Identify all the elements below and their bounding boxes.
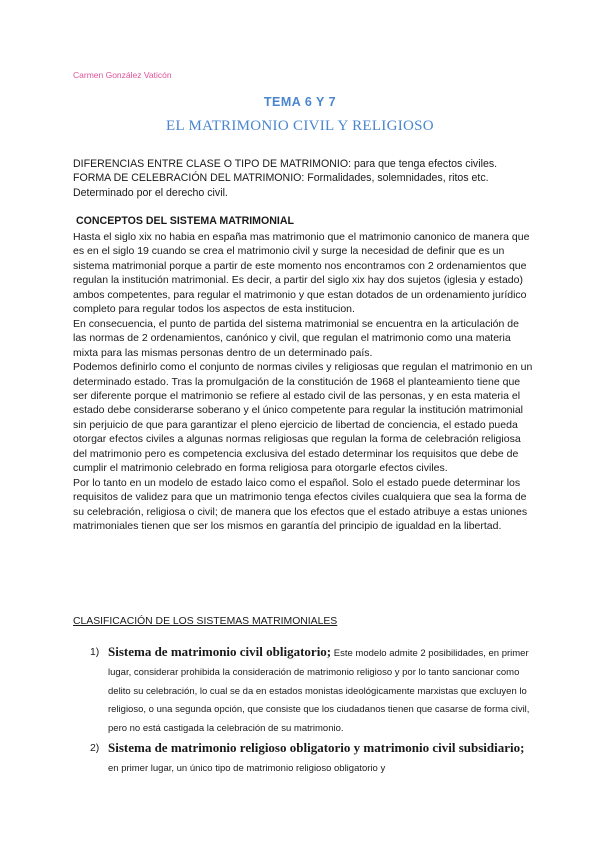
paragraph: En consecuencia, el punto de partida del sistema matrimonial se encuentra en la articulación de las normas de 2 ordenamientos, canónico y civil, que regulan el matrimonio como una materia mixta para las mismas personas dentro de un determinado país. bbox=[73, 317, 519, 359]
list-item bbox=[90, 643, 530, 737]
section-body-conceptos bbox=[73, 230, 533, 534]
topic-title: TEMA 6 Y 7 bbox=[263, 95, 337, 109]
section-heading-clasificacion: CLASIFICACIÓN DE LOS SISTEMAS MATRIMONIALES bbox=[73, 616, 338, 627]
classification-list bbox=[90, 643, 530, 777]
intro-block bbox=[73, 157, 533, 200]
list-number: 1) bbox=[90, 647, 100, 658]
list-item-text: Este modelo admite 2 posibilidades, en primer lugar, considerar prohibida la consideración de matrimonio religioso y por lo tanto sancionar como delito su celebración, lo cual se da en estados monistas ideológicamente marxistas que excluyen lo religioso, o una segunda opción, que consiste que los ciudadanos tienen que casarse de forma civil, pero no está castigada la celebración de su matrimonio. bbox=[108, 648, 530, 735]
list-number: 2) bbox=[90, 742, 100, 754]
paragraph: Podemos definirlo como el conjunto de normas civiles y religiosas que regulan el matrimonio en un determinado estado. Tras la promulgación de la constitución de 1968 el planteamiento tiene que ser diferente porque el matrimonio se refiere al estado civil de las personas, y en esta materia el estado debe considerarse soberano y el único competente para regular la institución matrimonial sin perjuicio de que para garantizar el pleno ejercicio de libertad de conciencia, el estado pueda otorgar efectos civiles a algunas normas religiosas que regulan la forma de celebración religiosa del matrimonio pero es competencia exclusiva del estado determinar los requisitos que debe de cumplir el matrimonio celebrado en forma religiosa para otorgarle efectos civiles. bbox=[73, 361, 533, 475]
intro-paragraph-2: FORMA DE CELEBRACIÓN DEL MATRIMONIO: Formalidades, solemnidades, ritos etc. Determinado por el derecho civil. bbox=[73, 172, 489, 199]
list-item-title: Sistema de matrimonio civil obligatorio; bbox=[108, 644, 332, 659]
author-name: Carmen González Vaticón bbox=[73, 70, 172, 80]
page-title: EL MATRIMONIO CIVIL Y RELIGIOSO bbox=[166, 118, 434, 134]
list-item-title: Sistema de matrimonio religioso obligatorio y matrimonio civil subsidiario; bbox=[108, 739, 525, 755]
list-item-text: en primer lugar, un único tipo de matrimonio religioso obligatorio y bbox=[108, 762, 386, 774]
paragraph: Por lo tanto en un modelo de estado laico como el español. Solo el estado puede determinar los requisitos de validez para que un matrimonio tenga efectos civiles cualquiera que sea la forma de su celebración, religiosa o civil; de manera que los efectos que el estado atribuye a estas uniones matrimoniales tienen que ser los mismos en garantía del principio de igualdad en la libertad. bbox=[73, 476, 528, 533]
list-item bbox=[90, 739, 530, 777]
section-heading-conceptos: CONCEPTOS DEL SISTEMA MATRIMONIAL bbox=[76, 215, 294, 227]
intro-paragraph-1: DIFERENCIAS ENTRE CLASE O TIPO DE MATRIMONIO: para que tenga efectos civiles. bbox=[73, 158, 498, 170]
paragraph: Hasta el siglo xix no habia en españa mas matrimonio que el matrimonio canonico de manera que es en el siglo 19 cuando se crea el matrimonio civil y surge la necesidad de definir que es un sistema matrimonial porque a partir de este momento nos encontramos con 2 ordenamientos que regulan la institución matrimonial. Es decir, a partir del siglo xix hay dos sujetos (iglesia y estado) ambos competentes, para regular el matrimonio y que estan dotados de un ordenamiento jurídico completo para regular todos los aspectos de esta institucion. bbox=[73, 231, 530, 316]
